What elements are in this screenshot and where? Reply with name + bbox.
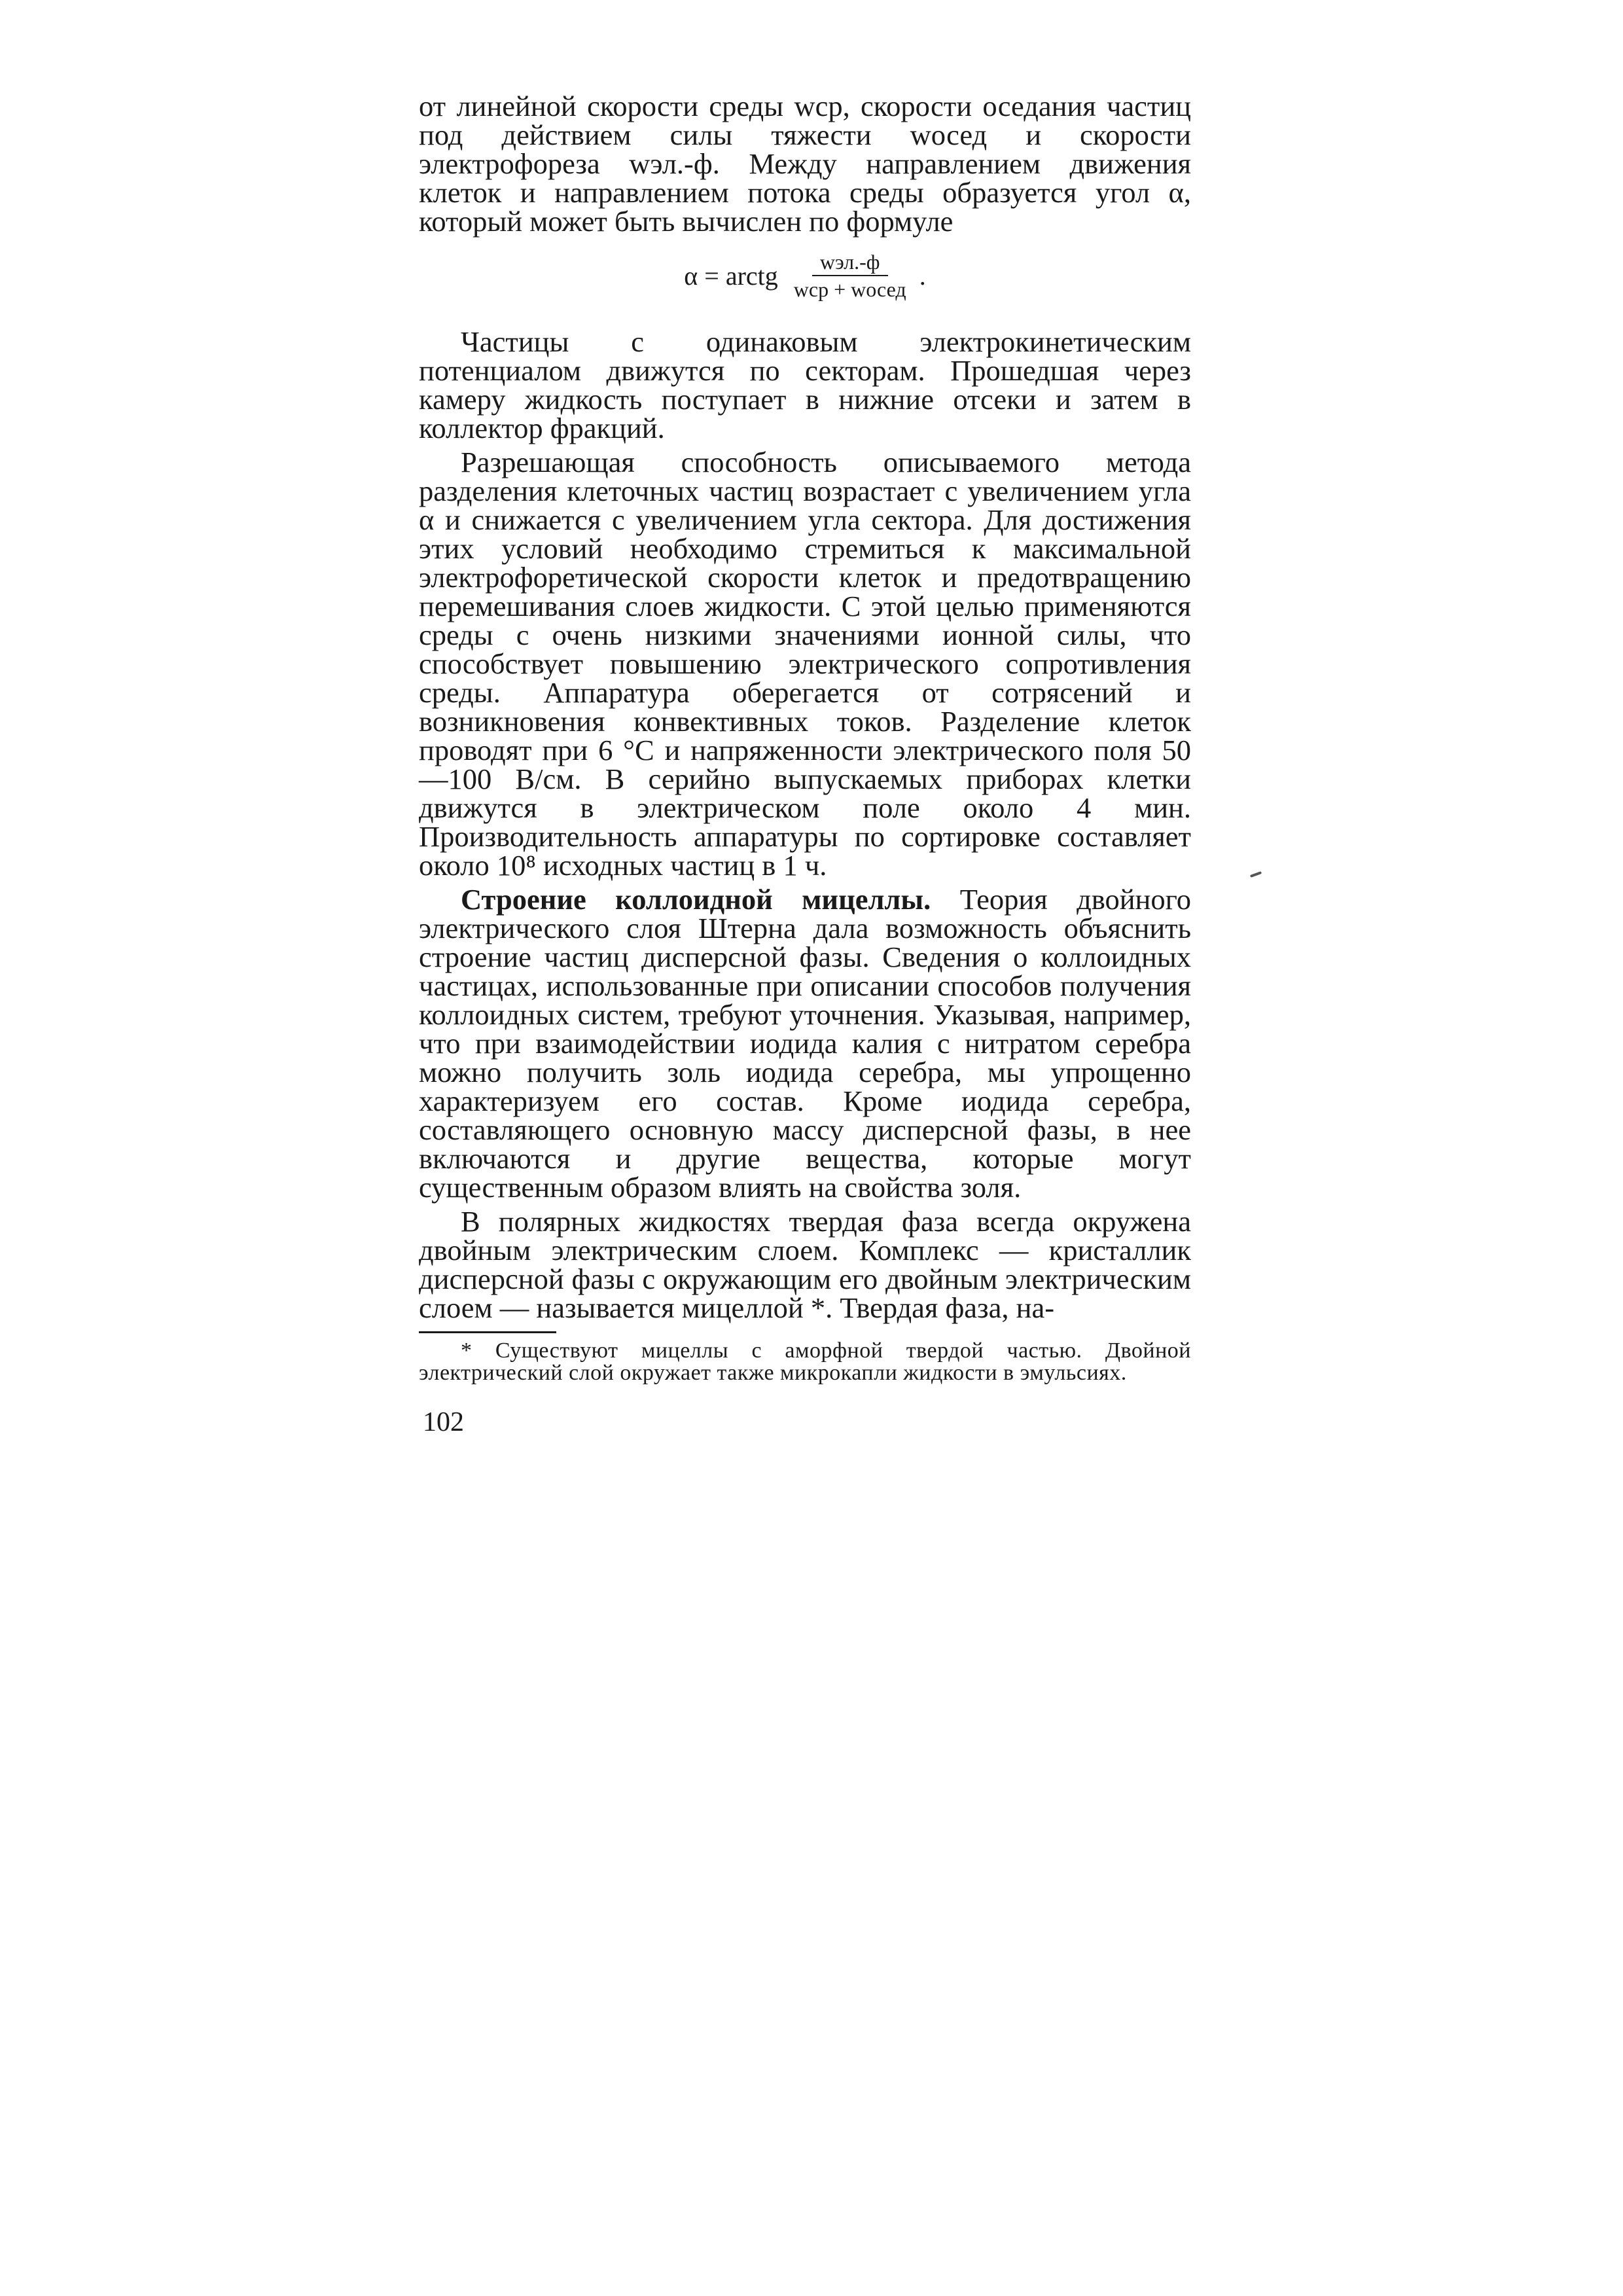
paragraph-polar: В полярных жидкостях твердая фаза всегда окружена двойным электрическим слоем. Комплекс — кристаллик дисперсной фазы с окружающим его двойным электрическим слоем — называется мицеллой *. Твердая фаза, на- bbox=[419, 1205, 1191, 1324]
formula-denominator: wср + wосед bbox=[793, 278, 906, 301]
formula-end: . bbox=[919, 260, 926, 291]
paragraph-intro: от линейной скорости среды wср, скорости оседания частиц под действием силы тяжести wосед и скорости электрофореза wэл.-ф. Между направлением движения клеток и направлением потока среды образуется угол α, который может быть вычислен по формуле bbox=[419, 90, 1191, 238]
paragraph-sectors: Частицы с одинаковым электрокинетическим потенциалом движутся по секторам. Прошедшая через камеру жидкость поступает в нижние отсеки и затем в коллектор фракций. bbox=[419, 325, 1191, 444]
book-page bbox=[419, 92, 1191, 1438]
section-heading: Строение коллоидной мицеллы. bbox=[461, 883, 931, 916]
paragraph-resolution: Разрешающая способность описываемого метода разделения клеточных частиц возрастает с увеличением угла α и снижается с увеличением угла сектора. Для достижения этих условий необходимо стремиться к максимальной электрофоретической скорости клеток и предотвращению перемешивания слоев жидкости. С этой целью применяются среды с очень низкими значениями ионной силы, что способствует повышению электрического сопротивления среды. Аппаратура оберегается от сотрясений и возникновения конвективных токов. Разделение клеток проводят при 6 °С и напряженности электрического поля 50—100 В/см. В серийно выпускаемых приборах клетки движутся в электрическом поле около 4 мин. Производительность аппаратуры по сортировке составляет около 10⁸ исходных частиц в 1 ч. bbox=[419, 446, 1191, 882]
paragraph-micelle-section bbox=[419, 885, 1191, 1202]
formula-alpha bbox=[419, 250, 1191, 301]
footnote: * Существуют мицеллы с аморфной твердой частью. Двойной электрический слой окружает также микрокапли жидкости в эмульсиях. bbox=[419, 1338, 1191, 1385]
footnote-divider bbox=[419, 1331, 556, 1333]
page-number: 102 bbox=[423, 1407, 464, 1437]
formula-lhs: α = arctg bbox=[684, 260, 778, 291]
scan-speck bbox=[1250, 871, 1262, 878]
paragraph-micelle: Теория двойного электрического слоя Штерна дала возможность объяснить строение частиц дисперсной фазы. Сведения о коллоидных частицах, использованные при описании способов получения коллоидных систем, требуют уточнения. Указывая, например, что при взаимодействии иодида калия с нитратом серебра можно получить золь иодида серебра, мы упрощенно характеризуем его состав. Кроме иодида серебра, составляющего основную массу дисперсной фазы, в нее включаются и другие вещества, которые могут существенным образом влиять на свойства золя. bbox=[419, 883, 1191, 1204]
formula-numerator: wэл.-ф bbox=[812, 250, 888, 276]
formula-fraction bbox=[786, 250, 914, 301]
